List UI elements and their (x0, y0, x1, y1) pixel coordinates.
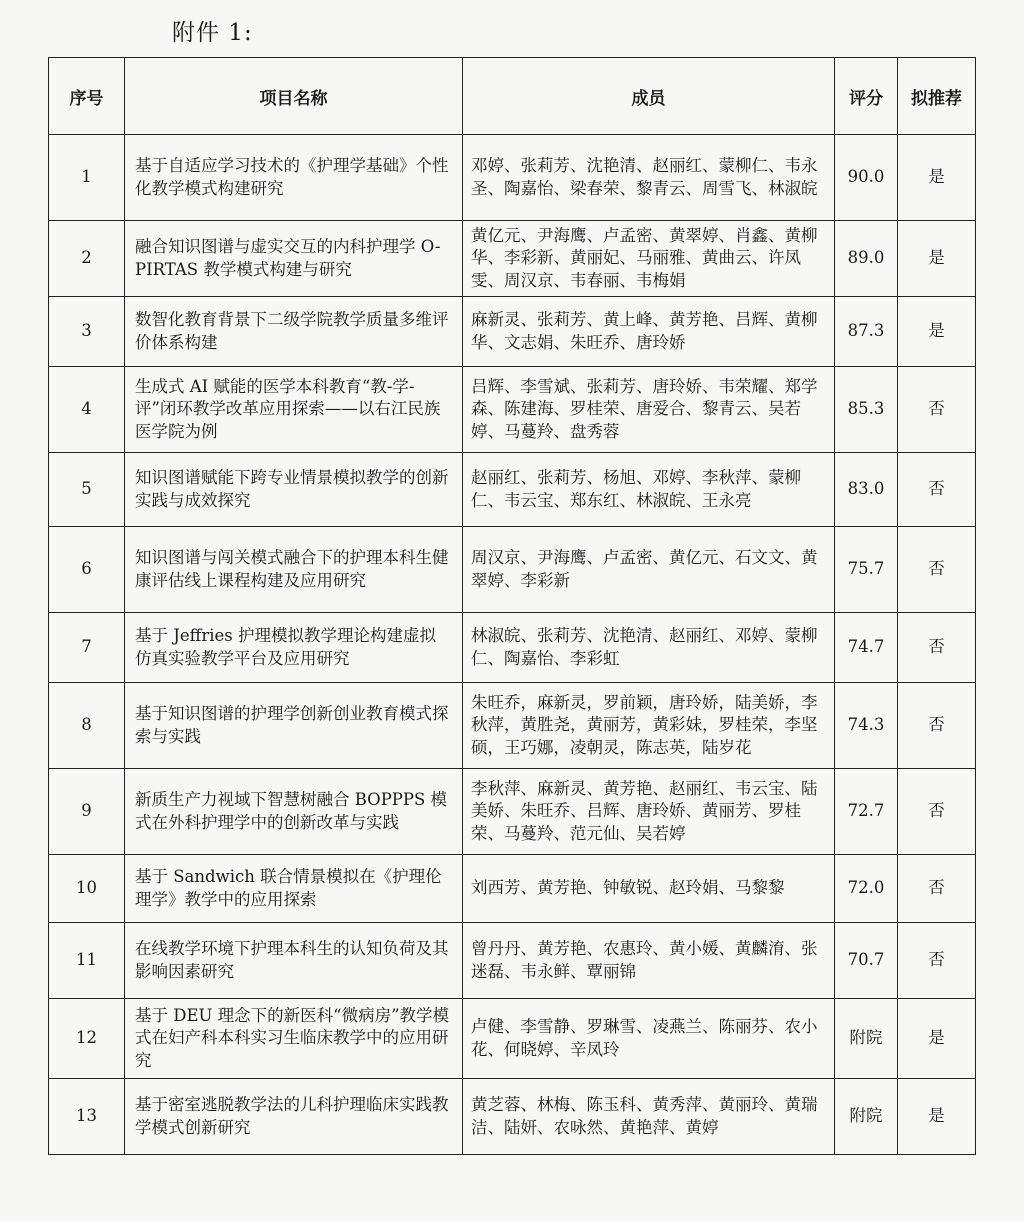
cell-members: 刘西芳、黄芳艳、钟敏锐、赵玲娟、马黎黎 (463, 855, 835, 923)
cell-members: 邓婷、张莉芳、沈艳清、赵丽红、蒙柳仁、韦永圣、陶嘉怡、梁春荣、黎青云、周雪飞、林淑皖 (463, 135, 835, 221)
cell-score: 90.0 (835, 135, 898, 221)
cell-score: 70.7 (835, 923, 898, 999)
cell-project-name: 基于 Sandwich 联合情景模拟在《护理伦理学》教学中的应用探索 (125, 855, 463, 923)
cell-score: 75.7 (835, 527, 898, 613)
table-body (49, 135, 976, 1155)
cell-score: 74.3 (835, 683, 898, 769)
cell-recommend: 是 (898, 135, 976, 221)
cell-recommend: 是 (898, 297, 976, 367)
header-members: 成员 (463, 58, 835, 135)
cell-members: 赵丽红、张莉芳、杨旭、邓婷、李秋萍、蒙柳仁、韦云宝、郑东红、林淑皖、王永亮 (463, 453, 835, 527)
cell-project-name: 基于 Jeffries 护理模拟教学理论构建虚拟仿真实验教学平台及应用研究 (125, 613, 463, 683)
cell-recommend: 是 (898, 1079, 976, 1155)
cell-members: 曾丹丹、黄芳艳、农惠玲、黄小媛、黄麟淯、张迷磊、韦永鲜、覃丽锦 (463, 923, 835, 999)
cell-project-name: 基于知识图谱的护理学创新创业教育模式探索与实践 (125, 683, 463, 769)
header-name: 项目名称 (125, 58, 463, 135)
cell-recommend: 是 (898, 221, 976, 297)
attachment-label: 附件 1: (172, 20, 253, 46)
cell-recommend: 否 (898, 855, 976, 923)
table-row (49, 613, 976, 683)
cell-members: 卢健、李雪静、罗琳雪、凌燕兰、陈丽芬、农小花、何晓婷、辛凤玲 (463, 999, 835, 1079)
header-score: 评分 (835, 58, 898, 135)
cell-members: 李秋萍、麻新灵、黄芳艳、赵丽红、韦云宝、陆美娇、朱旺乔、吕辉、唐玲娇、黄丽芳、罗桂荣、马蔓羚、范元仙、吴若婷 (463, 769, 835, 855)
cell-index: 8 (49, 683, 125, 769)
cell-index: 4 (49, 367, 125, 453)
cell-recommend: 否 (898, 613, 976, 683)
cell-score: 83.0 (835, 453, 898, 527)
cell-project-name: 知识图谱与闯关模式融合下的护理本科生健康评估线上课程构建及应用研究 (125, 527, 463, 613)
cell-score: 附院 (835, 1079, 898, 1155)
header-index: 序号 (49, 58, 125, 135)
cell-project-name: 基于 DEU 理念下的新医科“微病房”教学模式在妇产科本科实习生临床教学中的应用研究 (125, 999, 463, 1079)
cell-score: 72.0 (835, 855, 898, 923)
cell-index: 11 (49, 923, 125, 999)
table-row (49, 999, 976, 1079)
table-row (49, 683, 976, 769)
cell-project-name: 知识图谱赋能下跨专业情景模拟教学的创新实践与成效探究 (125, 453, 463, 527)
cell-index: 1 (49, 135, 125, 221)
cell-index: 10 (49, 855, 125, 923)
cell-index: 3 (49, 297, 125, 367)
cell-score: 附院 (835, 999, 898, 1079)
cell-recommend: 否 (898, 453, 976, 527)
cell-recommend: 否 (898, 923, 976, 999)
table-row (49, 769, 976, 855)
table-row (49, 923, 976, 999)
cell-project-name: 在线教学环境下护理本科生的认知负荷及其影响因素研究 (125, 923, 463, 999)
cell-index: 6 (49, 527, 125, 613)
cell-members: 黄亿元、尹海鹰、卢孟密、黄翠婷、肖鑫、黄柳华、李彩新、黄丽妃、马丽雅、黄曲云、许凤雯、周汉京、韦春丽、韦梅娟 (463, 221, 835, 297)
cell-index: 7 (49, 613, 125, 683)
cell-recommend: 否 (898, 683, 976, 769)
cell-project-name: 新质生产力视域下智慧树融合 BOPPPS 模式在外科护理学中的创新改革与实践 (125, 769, 463, 855)
cell-index: 12 (49, 999, 125, 1079)
table-row (49, 297, 976, 367)
cell-members: 黄芝蓉、林梅、陈玉科、黄秀萍、黄丽玲、黄瑞洁、陆妍、农咏然、黄艳萍、黄婷 (463, 1079, 835, 1155)
table-row (49, 367, 976, 453)
cell-score: 85.3 (835, 367, 898, 453)
cell-index: 5 (49, 453, 125, 527)
cell-project-name: 融合知识图谱与虚实交互的内科护理学 O-PIRTAS 教学模式构建与研究 (125, 221, 463, 297)
table-row (49, 855, 976, 923)
cell-project-name: 基于密室逃脱教学法的儿科护理临床实践教学模式创新研究 (125, 1079, 463, 1155)
header-recommend: 拟推荐 (898, 58, 976, 135)
cell-index: 2 (49, 221, 125, 297)
cell-score: 72.7 (835, 769, 898, 855)
cell-members: 麻新灵、张莉芳、黄上峰、黄芳艳、吕辉、黄柳华、文志娟、朱旺乔、唐玲娇 (463, 297, 835, 367)
cell-index: 9 (49, 769, 125, 855)
cell-members: 朱旺乔，麻新灵，罗前颖，唐玲娇，陆美娇，李秋萍，黄胜尧，黄丽芳，黄彩妹，罗桂荣，李坚硕，王巧娜，凌朝灵，陈志英，陆岁花 (463, 683, 835, 769)
cell-members: 吕辉、李雪斌、张莉芳、唐玲娇、韦荣耀、郑学森、陈建海、罗桂荣、唐爱合、黎青云、吴若婷、马蔓羚、盘秀蓉 (463, 367, 835, 453)
table-row (49, 453, 976, 527)
cell-project-name: 基于自适应学习技术的《护理学基础》个性化教学模式构建研究 (125, 135, 463, 221)
cell-score: 87.3 (835, 297, 898, 367)
table-row (49, 221, 976, 297)
cell-recommend: 否 (898, 527, 976, 613)
cell-project-name: 生成式 AI 赋能的医学本科教育“教-学-评”闭环教学改革应用探索——以右江民族医学院为例 (125, 367, 463, 453)
cell-recommend: 否 (898, 769, 976, 855)
cell-members: 周汉京、尹海鹰、卢孟密、黄亿元、石文文、黄翠婷、李彩新 (463, 527, 835, 613)
table-row (49, 1079, 976, 1155)
cell-index: 13 (49, 1079, 125, 1155)
table-row (49, 135, 976, 221)
cell-project-name: 数智化教育背景下二级学院教学质量多维评价体系构建 (125, 297, 463, 367)
table-row (49, 527, 976, 613)
cell-recommend: 否 (898, 367, 976, 453)
table-header-row (49, 58, 976, 135)
cell-recommend: 是 (898, 999, 976, 1079)
cell-score: 74.7 (835, 613, 898, 683)
project-table (48, 57, 976, 1155)
cell-members: 林淑皖、张莉芳、沈艳清、赵丽红、邓婷、蒙柳仁、陶嘉怡、李彩虹 (463, 613, 835, 683)
cell-score: 89.0 (835, 221, 898, 297)
